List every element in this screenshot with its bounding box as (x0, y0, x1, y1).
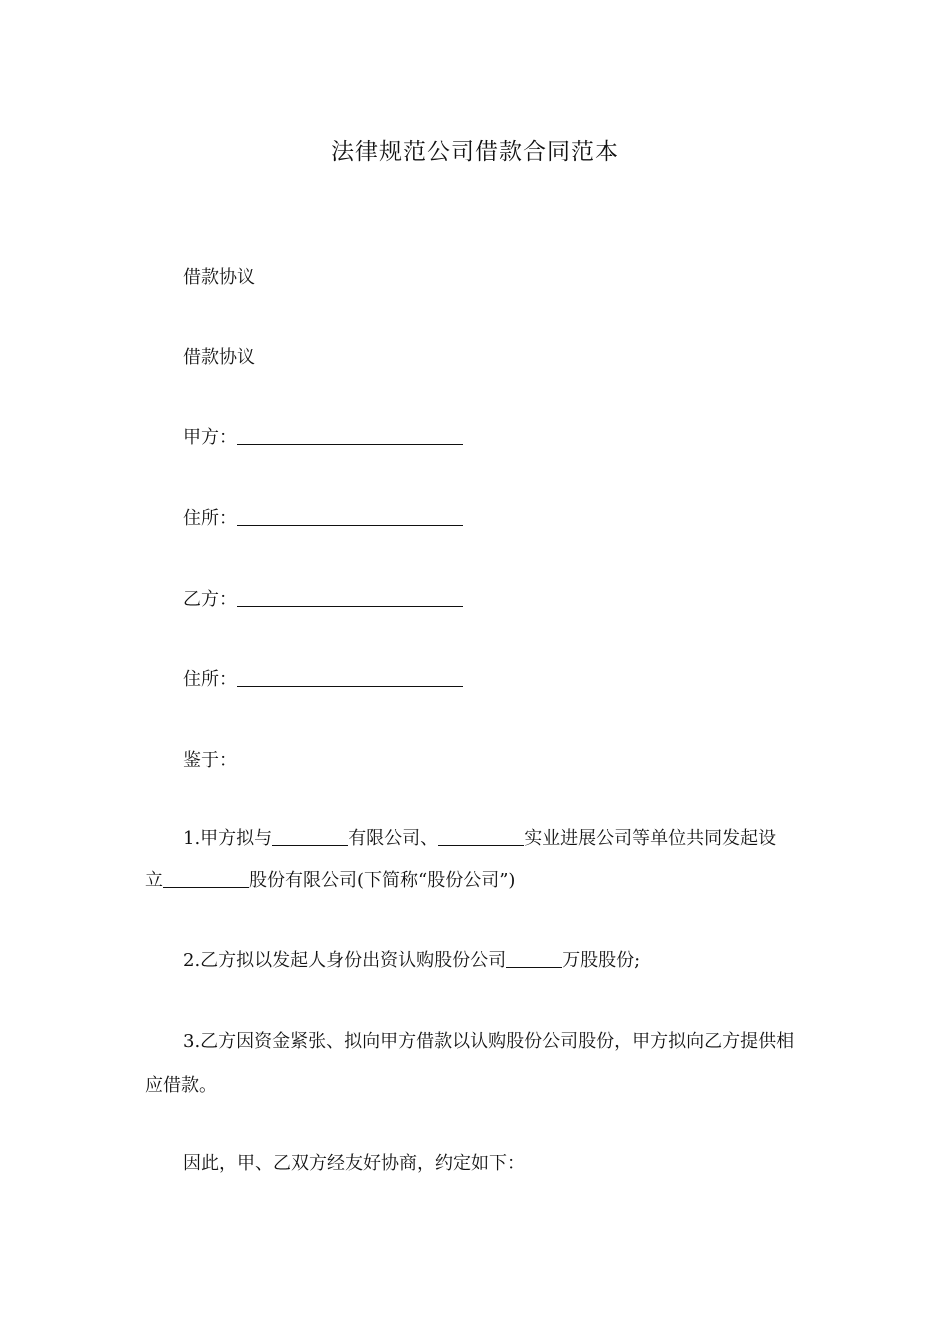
address-b-line (145, 658, 843, 702)
clause-1-blank-2 (438, 825, 524, 846)
party-b-line (145, 578, 843, 622)
clause-2-text: 2.乙方拟以发起人身份出资认购股份公司 (183, 950, 507, 971)
address-a-label: 住所： (183, 508, 237, 529)
party-a-blank (237, 424, 463, 445)
heading-loan-agreement-2 (145, 336, 843, 380)
clause-1-text: 股份有限公司(下简称“股份公司”) (249, 870, 516, 891)
heading-text: 借款协议 (183, 267, 255, 288)
clause-3-text: 3.乙方因资金紧张、拟向甲方借款以认购股份公司股份，甲方拟向乙方提供相应借款。 (145, 1031, 795, 1096)
clause-1-text: 有限公司、 (348, 828, 439, 849)
clause-1-blank-3 (163, 867, 249, 888)
clause-1-text: 1.甲方拟与 (183, 828, 273, 849)
clause-1-line-1 (145, 817, 843, 861)
party-a-line (145, 416, 843, 460)
clause-2-text: 万股股份; (562, 950, 641, 971)
clause-3-paragraph (145, 1020, 797, 1108)
clause-1-text: 立 (145, 870, 163, 891)
heading-loan-agreement-1 (145, 256, 843, 300)
whereas-line (145, 739, 843, 783)
clause-1-blank-1 (272, 825, 348, 846)
address-b-blank (237, 666, 463, 687)
address-a-line (145, 497, 843, 541)
therefore-line (145, 1142, 843, 1186)
clause-2-line (145, 939, 843, 983)
address-a-blank (237, 505, 463, 526)
address-b-label: 住所： (183, 669, 237, 690)
clause-2-blank (506, 947, 562, 968)
party-b-blank (237, 586, 463, 607)
clause-1-text: 实业进展公司等单位共同发起设 (524, 828, 777, 849)
clause-1-line-2 (145, 859, 805, 903)
party-b-label: 乙方： (183, 589, 237, 610)
document-title: 法律规范公司借款合同范本 (331, 139, 619, 165)
heading-text: 借款协议 (183, 347, 255, 368)
party-a-label: 甲方： (183, 427, 237, 448)
therefore-text: 因此，甲、乙双方经友好协商，约定如下： (183, 1153, 525, 1174)
whereas-text: 鉴于： (183, 750, 237, 771)
